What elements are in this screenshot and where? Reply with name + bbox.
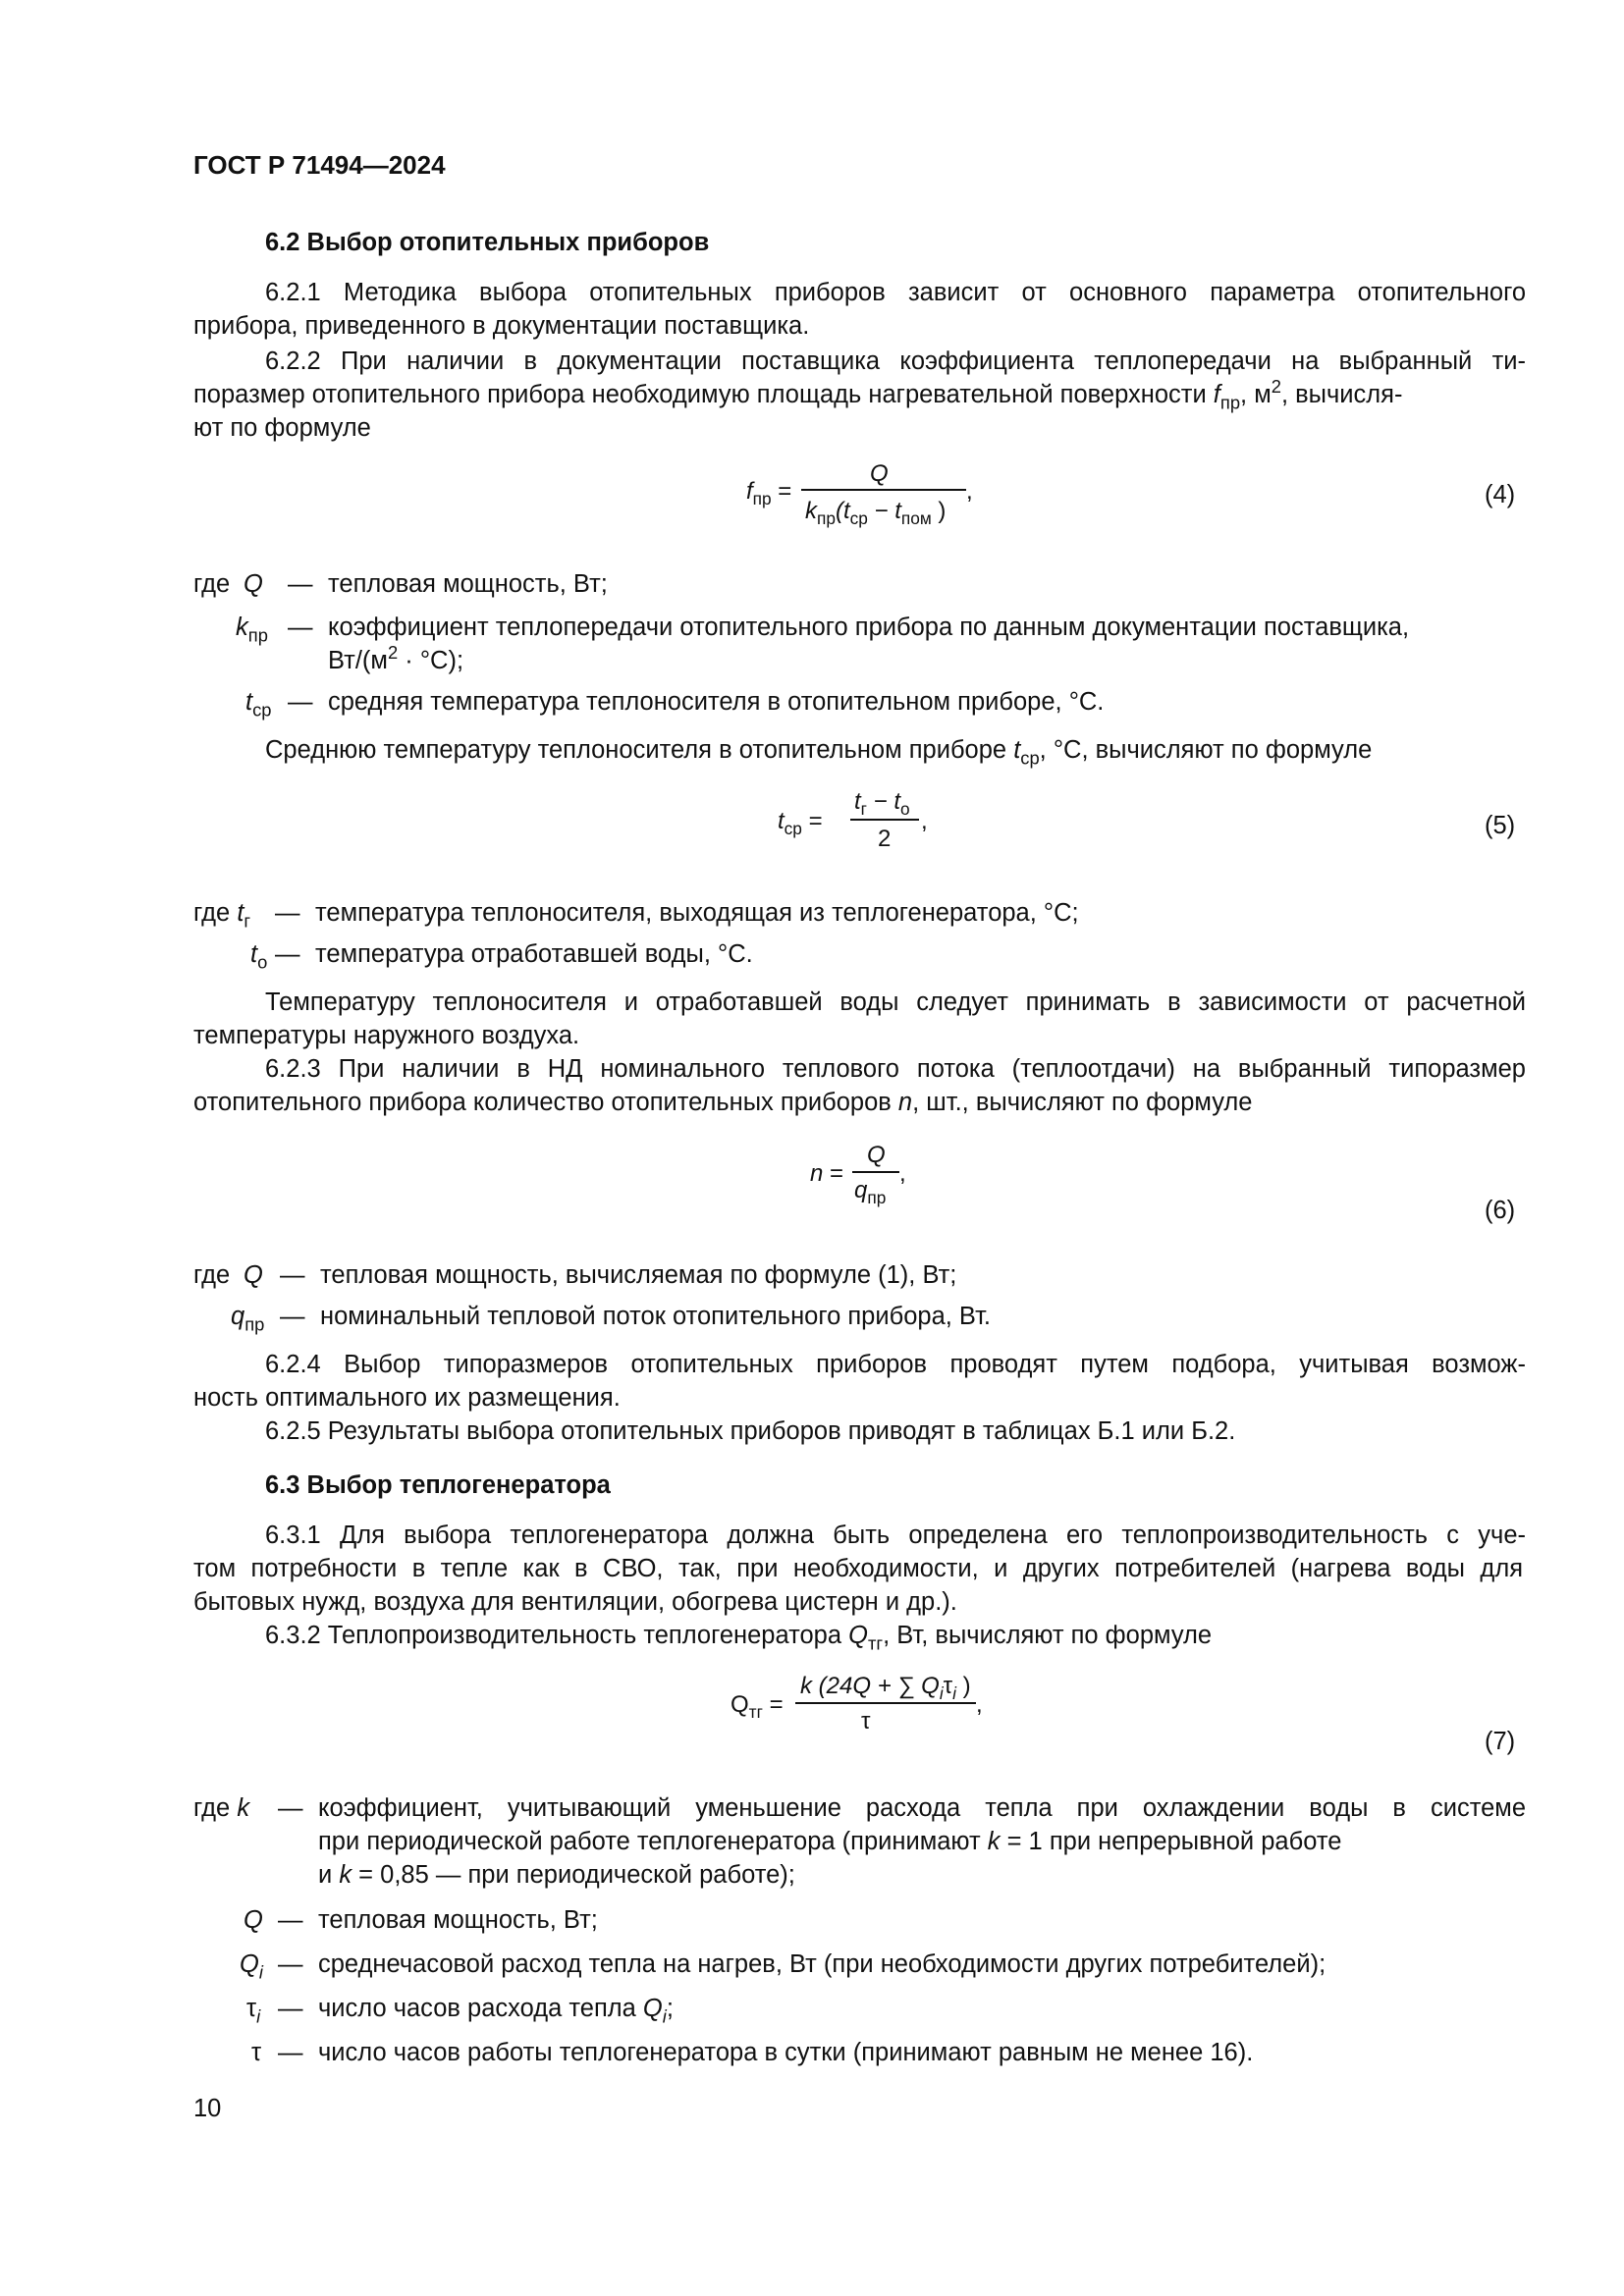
formula-5-number: (5) bbox=[1485, 812, 1516, 839]
where-4-text-3: средняя температура теплоносителя в отопительном приборе, °С. bbox=[328, 688, 1105, 716]
where-4-text-2-line1: коэффициент теплопередачи отопительного прибора по данным документации поставщика, bbox=[328, 614, 1410, 641]
where-6-text-2: номинальный тепловой поток отопительного прибора, Вт. bbox=[320, 1303, 992, 1330]
where-4-text-1: тепловая мощность, Вт; bbox=[328, 570, 608, 598]
paragraph-6-2-5: 6.2.5 Результаты выбора отопительных приборов приводят в таблицах Б.1 или Б.2. bbox=[265, 1417, 1236, 1445]
paragraph-6-3-1-line3: бытовых нужд, воздуха для вентиляции, обогрева цистерн и др.). bbox=[193, 1588, 957, 1616]
where-7-label: где k bbox=[193, 1794, 250, 1822]
where-6-dash-2: — bbox=[280, 1303, 305, 1330]
where-4-sym-k: $k_{пр}$ bbox=[236, 614, 268, 646]
where-7-k-line1: коэффициент, учитывающий уменьшение расхода тепла при охлаждении воды в системе bbox=[318, 1794, 1526, 1822]
formula-6-denominator: $q_{пр}$ bbox=[854, 1177, 887, 1208]
paragraph-6-3-1-line2: том потребности в тепле как в СВО, так, при необходимости, и других потребителей (нагрева воды для bbox=[193, 1555, 1523, 1582]
formula-6-lhs: n = bbox=[810, 1160, 844, 1187]
formula-4-lhs: $f_{пр}$ = bbox=[746, 478, 792, 509]
formula-6-numerator: Q bbox=[867, 1142, 886, 1168]
where-7-text-tau-i: число часов расхода тепла $Q_i$; bbox=[318, 1995, 674, 2027]
formula-5-comma: , bbox=[921, 808, 928, 834]
paragraph-6-2-2-line2: поразмер отопительного прибора необходимую площадь нагревательной поверхности $f_{пр}$, $м^2$, вычисля- bbox=[193, 375, 1403, 413]
formula-7-numerator: k (24Q + ∑ $Q_i\tau_i$ ) bbox=[800, 1673, 971, 1704]
paragraph-6-2-1-line2: прибора, приведенного в документации поставщика. bbox=[193, 312, 810, 340]
formula-4-fraction-bar bbox=[801, 489, 966, 491]
where-4-dash-1: — bbox=[288, 570, 313, 598]
where-7-sym-tau-i: $\tau_i$ bbox=[246, 1995, 261, 2027]
where-4-label: где bbox=[193, 570, 231, 598]
formula-7-denominator: τ bbox=[861, 1708, 871, 1735]
paragraph-6-2-1-line1: 6.2.1 Методика выбора отопительных приборов зависит от основного параметра отопительного bbox=[265, 279, 1526, 306]
where-7-text-Q: тепловая мощность, Вт; bbox=[318, 1906, 598, 1934]
where-7-dash-tau-i: — bbox=[278, 1995, 303, 2022]
formula-4-comma: , bbox=[966, 478, 973, 505]
formula-7-fraction-bar bbox=[795, 1702, 976, 1704]
where-4-sym-Q: Q bbox=[244, 570, 263, 598]
where-5-text-1: температура теплоносителя, выходящая из теплогенератора, °С; bbox=[315, 899, 1079, 927]
section-title-6-3: 6.3 Выбор теплогенератора bbox=[265, 1471, 611, 1499]
where-7-text-tau: число часов работы теплогенератора в сутки (принимают равным не менее 16). bbox=[318, 2039, 1254, 2066]
formula-5-denominator: 2 bbox=[878, 826, 892, 852]
formula-4-denominator: $k_{пр}(t_{ср} - t_{пом}$ ) bbox=[805, 498, 947, 529]
where-7-k-line2: при периодической работе теплогенератора (принимают k = 1 при непрерывной работе bbox=[318, 1828, 1342, 1855]
where-7-dash-k: — bbox=[278, 1794, 303, 1822]
paragraph-6-2-4-line1: 6.2.4 Выбор типоразмеров отопительных приборов проводят путем подбора, учитывая возмож- bbox=[265, 1351, 1526, 1378]
formula-5-numerator: $t_г - t_о$ bbox=[854, 788, 910, 820]
paragraph-temperature-line1: Температуру теплоносителя и отработавшей воды следует принимать в зависимости от расчетной bbox=[265, 988, 1526, 1016]
where-4-dash-2: — bbox=[288, 614, 313, 641]
where-7-k-line3: и k = 0,85 — при периодической работе); bbox=[318, 1861, 795, 1889]
formula-5-lhs: $t_{ср}$ = bbox=[778, 808, 823, 839]
formula-4-numerator: Q bbox=[870, 460, 889, 487]
paragraph-6-2-2-line3: ют по формуле bbox=[193, 414, 371, 442]
paragraph-6-2-2-line1: 6.2.2 При наличии в документации поставщика коэффициента теплопередачи на выбранный ти- bbox=[265, 347, 1526, 375]
formula-6-comma: , bbox=[899, 1160, 906, 1187]
where-7-sym-Q: Q bbox=[244, 1906, 263, 1934]
document-header: ГОСТ Р 71494—2024 bbox=[193, 150, 446, 180]
formula-7-number: (7) bbox=[1485, 1728, 1516, 1755]
where-4-sym-t: $t_{ср}$ bbox=[245, 688, 272, 721]
where-5-text-2: температура отработавшей воды, °С. bbox=[315, 940, 753, 968]
where-7-sym-Qi: $Q_i$ bbox=[240, 1950, 263, 1983]
where-5-dash-1: — bbox=[275, 899, 300, 927]
where-4-dash-3: — bbox=[288, 688, 313, 716]
where-7-text-Qi: среднечасовой расход тепла на нагрев, Вт (при необходимости других потребителей); bbox=[318, 1950, 1326, 1978]
formula-6-number: (6) bbox=[1485, 1197, 1516, 1224]
where-6-sym-q: $q_{пр}$ bbox=[231, 1303, 265, 1335]
where-7-dash-Qi: — bbox=[278, 1950, 303, 1978]
paragraph-6-2-3-line1: 6.2.3 При наличии в НД номинального теплового потока (теплоотдачи) на выбранный типоразмер bbox=[265, 1055, 1526, 1083]
formula-7-comma: , bbox=[976, 1691, 983, 1718]
formula-5-fraction-bar bbox=[850, 819, 919, 821]
where-6-label: где bbox=[193, 1261, 231, 1289]
paragraph-6-2-4-line2: ность оптимального их размещения. bbox=[193, 1384, 621, 1412]
paragraph-average-temperature: Среднюю температуру теплоносителя в отопительном приборе $t_{ср}$, °С, вычисляют по формуле bbox=[265, 736, 1373, 769]
where-5-label: где $t_г$ bbox=[193, 899, 251, 932]
paragraph-temperature-line2: температуры наружного воздуха. bbox=[193, 1022, 580, 1049]
where-5-dash-2: — bbox=[275, 940, 300, 968]
paragraph-6-3-2: 6.3.2 Теплопроизводительность теплогенератора $Q_{тг}$, Вт, вычисляют по формуле bbox=[265, 1622, 1213, 1654]
where-6-sym-Q: Q bbox=[244, 1261, 263, 1289]
section-title-6-2: 6.2 Выбор отопительных приборов bbox=[265, 229, 710, 256]
where-7-dash-Q: — bbox=[278, 1906, 303, 1934]
where-5-sym-to: $t_о$ bbox=[250, 940, 268, 973]
formula-7-lhs: $Q_{тг}$ = bbox=[731, 1691, 784, 1723]
formula-4-number: (4) bbox=[1485, 481, 1516, 508]
paragraph-6-2-3-line2: отопительного прибора количество отопительных приборов n, шт., вычисляют по формуле bbox=[193, 1089, 1253, 1116]
where-7-dash-tau: — bbox=[278, 2039, 303, 2066]
where-4-text-2-line2: $Вт/(м^2 \cdot ^\circ С)$; bbox=[328, 641, 464, 674]
paragraph-6-3-1-line1: 6.3.1 Для выбора теплогенератора должна быть определена его теплопроизводительность с уче- bbox=[265, 1522, 1526, 1549]
where-6-text-1: тепловая мощность, вычисляемая по формуле (1), Вт; bbox=[320, 1261, 957, 1289]
where-7-sym-tau: τ bbox=[251, 2039, 262, 2066]
where-6-dash-1: — bbox=[280, 1261, 305, 1289]
formula-6-fraction-bar bbox=[852, 1171, 899, 1173]
page-number: 10 bbox=[193, 2095, 222, 2122]
